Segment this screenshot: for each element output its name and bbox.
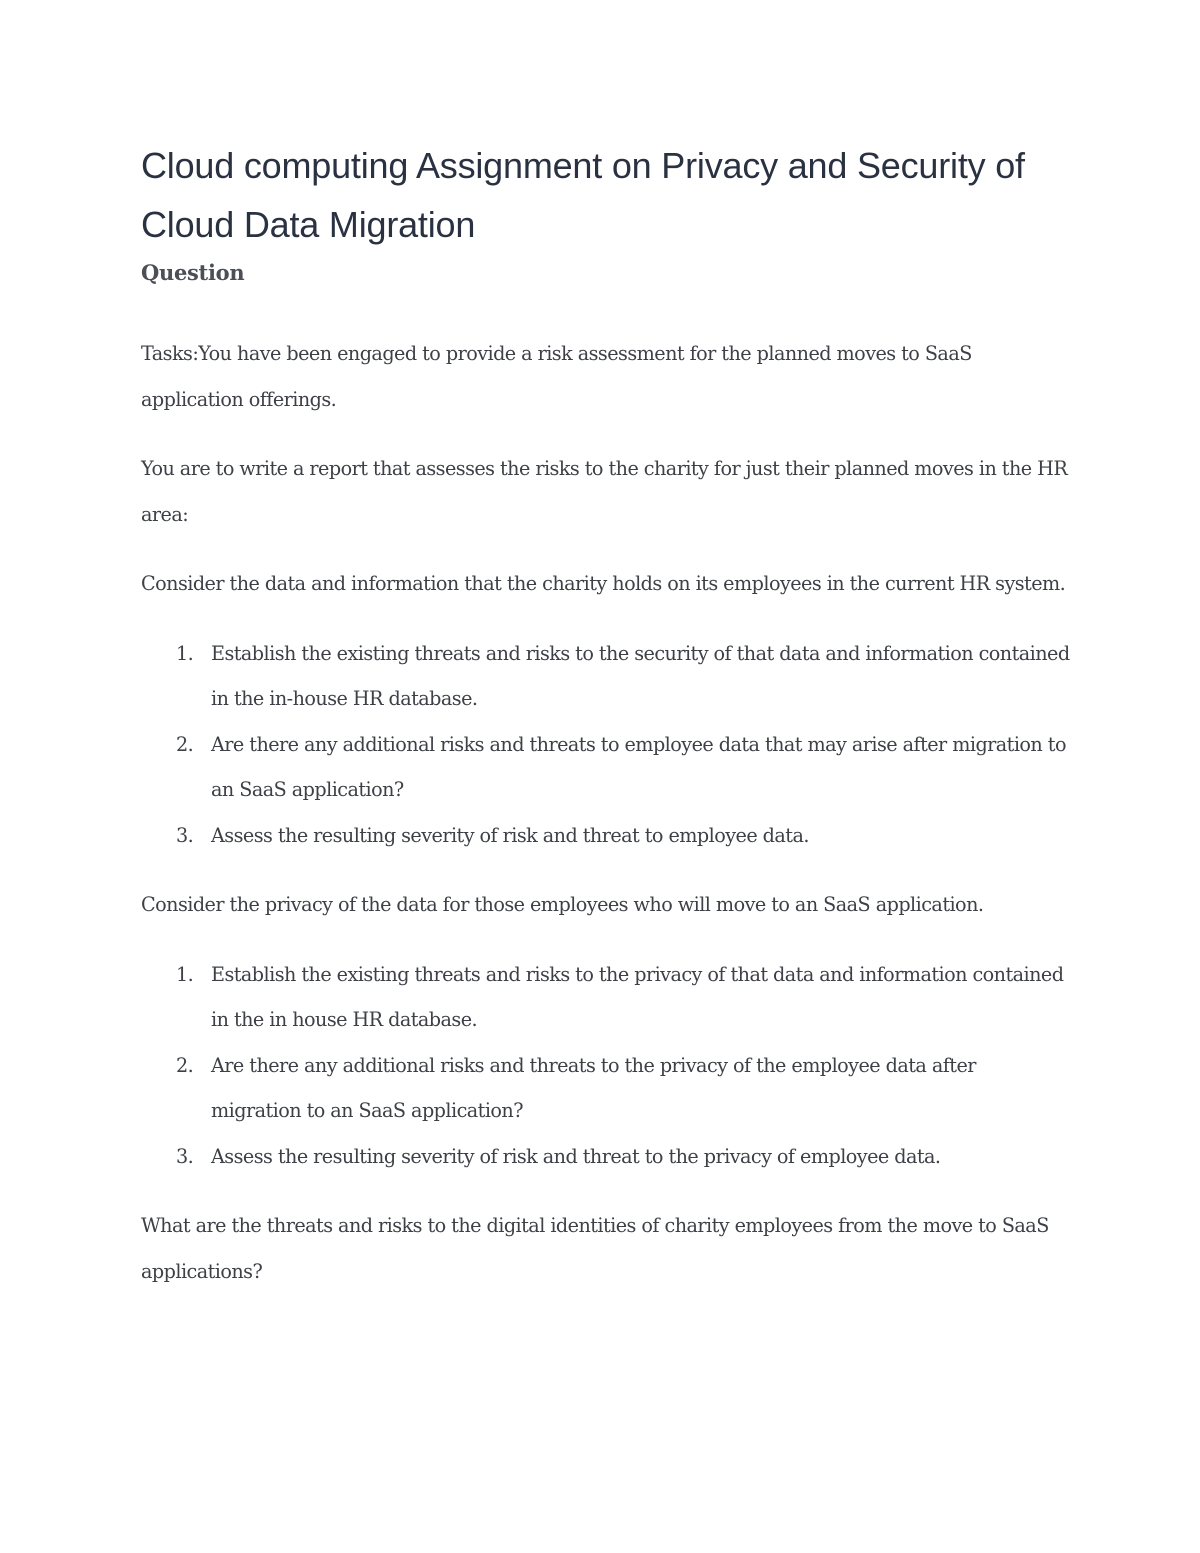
list-item	[141, 722, 1071, 813]
tasks-paragraph: Tasks:You have been engaged to provide a risk assessment for the planned moves to SaaS application offerings.	[141, 342, 972, 411]
identity-question-paragraph: What are the threats and risks to the digital identities of charity employees from the move to SaaS applications?	[141, 1214, 1049, 1283]
list-item-text: Are there any additional risks and threats to employee data that may arise after migration to an SaaS application?	[211, 732, 1066, 801]
list-number: 3.	[176, 1144, 194, 1168]
list-item-text: Assess the resulting severity of risk and threat to employee data.	[211, 823, 809, 847]
section-heading-question: Question	[141, 260, 245, 285]
security-intro-paragraph: Consider the data and information that the charity holds on its employees in the current HR system.	[141, 572, 1066, 595]
report-paragraph: You are to write a report that assesses the risks to the charity for just their planned moves in the HR area:	[141, 457, 1068, 526]
list-item	[141, 631, 1071, 722]
list-item-text: Establish the existing threats and risks to the privacy of that data and information contained in the in house HR database.	[211, 962, 1064, 1031]
list-item	[141, 1043, 1071, 1134]
document-page	[141, 136, 1071, 1294]
list-item-text: Assess the resulting severity of risk and threat to the privacy of employee data.	[211, 1144, 941, 1168]
list-number: 3.	[176, 823, 194, 847]
list-number: 1.	[176, 641, 194, 665]
list-number: 2.	[176, 1053, 194, 1077]
privacy-task-list	[141, 952, 1071, 1180]
list-item	[141, 952, 1071, 1043]
list-item	[141, 1134, 1071, 1180]
list-item	[141, 813, 1071, 859]
document-title: Cloud computing Assignment on Privacy and Security of Cloud Data Migration	[141, 145, 1025, 245]
list-item-text: Are there any additional risks and threats to the privacy of the employee data after migration to an SaaS application?	[211, 1053, 976, 1122]
list-number: 1.	[176, 962, 194, 986]
list-item-text: Establish the existing threats and risks to the security of that data and information contained in the in-house HR database.	[211, 641, 1070, 710]
privacy-intro-paragraph: Consider the privacy of the data for those employees who will move to an SaaS application.	[141, 893, 984, 916]
security-task-list	[141, 631, 1071, 859]
list-number: 2.	[176, 732, 194, 756]
